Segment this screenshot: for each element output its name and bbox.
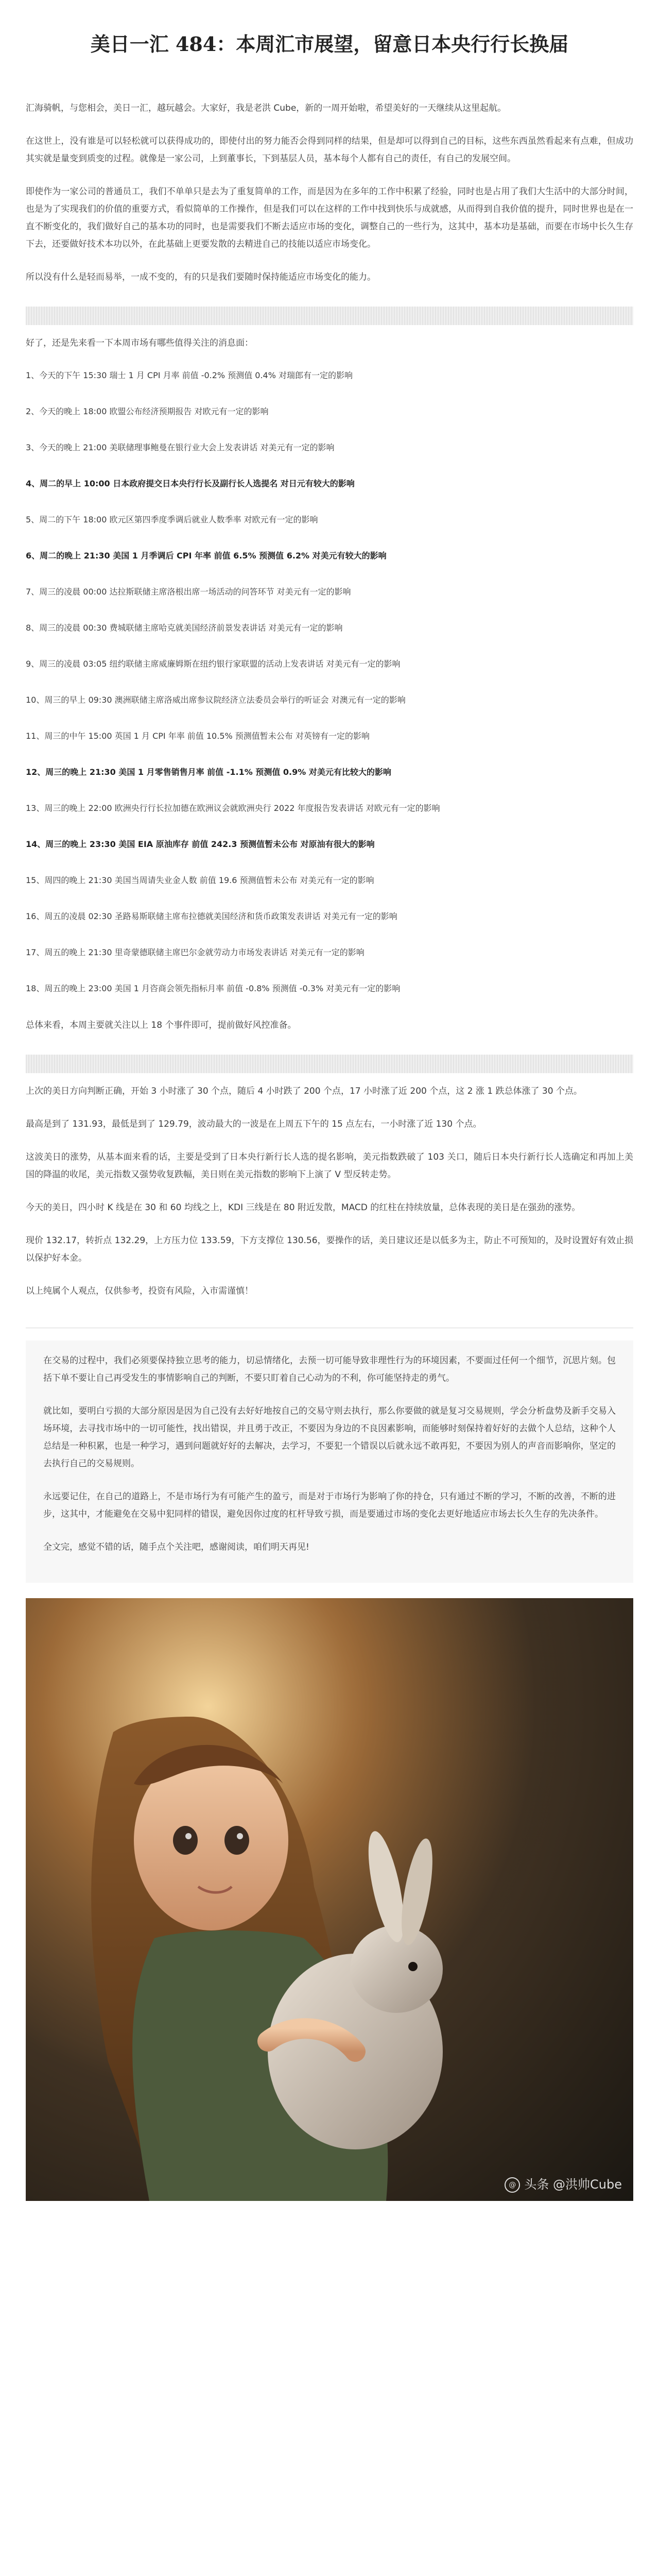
- article-page: [0, 13, 659, 2200]
- intro-paragraph: 所以没有什么是轻而易举，一成不变的，有的只是我们要随时保持能适应市场变化的能力。: [26, 272, 376, 282]
- event-item: 9、周三的凌晨 03:05 纽约联储主席威廉姆斯在纽约银行家联盟的活动上发表讲话 对美元有一定的影响: [26, 658, 401, 669]
- girl-with-rabbit-image: [26, 1598, 633, 2201]
- section-divider: [26, 1055, 633, 1073]
- analysis-paragraph: 这波美日的涨势，从基本面来看的话，主要是受到了日本央行新行长人选的提名影响，美元指数跌破了 103 关口，随后日本央行新行长人选确定和再加上美国的降温的收尾，美元指数又强势收复跌幅，美日则在美元指数的影响下上演了 V 型反转走势。: [26, 1151, 633, 1180]
- closing-paragraph: 在交易的过程中，我们必须要保持独立思考的能力，切忌情绪化，去预一切可能导致非理性行为的环境因素，不要面过任何一个细节，沉思片刻。包括下单不要让自己再受发生的事情影响自己的判断，不要只盯着自己心动为的不利，你可能坚持走的勇气。: [43, 1355, 616, 1383]
- closing-paragraph: 全文完，感觉不错的话，随手点个关注吧，感谢阅读，咱们明天再见!: [43, 1541, 309, 1552]
- image-watermark: [505, 2174, 622, 2193]
- event-item: 2、今天的晚上 18:00 欧盟公布经济预期报告 对欧元有一定的影响: [26, 406, 269, 416]
- event-item: 14、周三的晚上 23:30 美国 EIA 原油库存 前值 242.3 预测值暂未公布 对原油有很大的影响: [26, 839, 375, 849]
- event-item: 16、周五的凌晨 02:30 圣路易斯联储主席布拉德就美国经济和货币政策发表讲话 对美元有一定的影响: [26, 911, 397, 921]
- article-illustration: [26, 1598, 633, 2201]
- analysis-section: [26, 1077, 633, 1320]
- closing-card: [26, 1341, 633, 1583]
- intro-paragraph: 即使作为一家公司的普通员工，我们不单单只是去为了重复简单的工作，而是因为在多年的工作中积累了经验，同时也是占用了我们大生活中的大部分时间，也是为了实现我们的价值的重要方式，看似简单的工作操作，但是我们可以在这样的工作中找到快乐与成就感，从而得到自我价值的提升，同时世界也是在一直不断变化的，我们做好自己的基本功的同时，也是需要我们不断去适应市场的变化，调整自己的一些行为，这其中，基本功是基础，而要在市场中长久生存下去，还要做好技术本功以外，在此基础上更要发散的去精进自己的技能以适应市场变化。: [26, 186, 633, 249]
- event-item: 10、周三的早上 09:30 澳洲联储主席洛威出席参议院经济立法委员会举行的听证会 对澳元有一定的影响: [26, 694, 406, 705]
- event-item: 18、周五的晚上 23:00 美国 1 月咨商会领先指标月率 前值 -0.8% 预测值 -0.3% 对美元有一定的影响: [26, 983, 401, 993]
- intro-paragraph: 在这世上，没有谁是可以轻松就可以获得成功的，即使付出的努力能否会得到同样的结果，但是却可以得到自己的目标，这些东西虽然看起来有点难，但成功其实就是量变到质变的过程。就像是一家公司，上到董事长，下到基层人员，基本每个人都有自己的责任，有自己的发展空间。: [26, 135, 633, 164]
- watermark-logo: @: [505, 2177, 520, 2193]
- event-item: 6、周二的晚上 21:30 美国 1 月季调后 CPI 年率 前值 6.5% 预测值 6.2% 对美元有较大的影响: [26, 550, 387, 561]
- events-summary: 总体来看，本周主要就关注以上 18 个事件即可，提前做好风控准备。: [26, 1020, 297, 1030]
- article-title: 美日一汇 484：本周汇市展望，留意日本央行行长换届: [90, 32, 569, 56]
- event-item: 12、周三的晚上 21:30 美国 1 月零售销售月率 前值 -1.1% 预测值 0.9% 对美元有比较大的影响: [26, 767, 391, 777]
- event-item: 11、周三的中午 15:00 英国 1 月 CPI 年率 前值 10.5% 预测值暂未公布 对英镑有一定的影响: [26, 731, 370, 741]
- event-item: 17、周五的晚上 21:30 里奇蒙德联储主席巴尔金就劳动力市场发表讲话 对美元有一定的影响: [26, 947, 365, 957]
- event-item: 4、周二的早上 10:00 日本政府提交日本央行行长及副行长人选提名 对日元有较大的影响: [26, 478, 355, 488]
- watermark-text: 头条 @洪帅Cube: [524, 2177, 622, 2192]
- event-item: 5、周二的下午 18:00 欧元区第四季度季调后就业人数季率 对欧元有一定的影响: [26, 514, 318, 524]
- intro-section: [26, 94, 633, 307]
- analysis-paragraph: 最高是到了 131.93，最低是到了 129.79，波动最大的一波是在上周五下午的 15 点左右，一小时涨了近 130 个点。: [26, 1118, 482, 1129]
- event-item: 3、今天的晚上 21:00 美联储理事鲍曼在银行业大会上发表讲话 对美元有一定的影响: [26, 442, 335, 452]
- analysis-paragraph: 上次的美日方向判断正确，开始 3 小时涨了 30 个点，随后 4 小时跌了 200 个点，17 小时涨了近 200 个点，这 2 涨 1 跌总体涨了 30 个点。: [26, 1086, 582, 1096]
- event-item: 7、周三的凌晨 00:00 达拉斯联储主席洛根出席一场活动的问答环节 对美元有一定的影响: [26, 586, 351, 597]
- analysis-paragraph: 今天的美日，四小时 K 线是在 30 和 60 均线之上，KDI 三线是在 80 附近发散，MACD 的红柱在持续放量，总体表现的美日是在强劲的涨势。: [26, 1202, 581, 1213]
- event-item: 15、周四的晚上 21:30 美国当周请失业金人数 前值 19.6 预测值暂未公布 对美元有一定的影响: [26, 875, 374, 885]
- section-divider: [26, 307, 633, 325]
- closing-section: [26, 1335, 633, 1588]
- closing-paragraph: 就比如，要明白亏损的大部分原因是因为自己没有去好好地按自己的交易守则去执行，那么你要做的就是复习交易规则，学会分析盘势及新手交易入场环境，去寻找市场中的一切可能性，找出错误，并且勇于改正，不要因为身边的不良因素影响，而能够时刻保持着好好的去做个人总结，这种个人总结是一种积累，也是一种学习，遇到问题就好好的去解决，去学习，不要犯一个错误以后就永远不敢再犯，不要因为别人的声音而影响你，坚定的去执行自己的交易规则。: [43, 1405, 616, 1469]
- event-item: 13、周三的晚上 22:00 欧洲央行行长拉加德在欧洲议会就欧洲央行 2022 年度报告发表讲话 对欧元有一定的影响: [26, 803, 440, 813]
- event-item: 8、周三的凌晨 00:30 费城联储主席哈克就美国经济前景发表讲话 对美元有一定的影响: [26, 622, 343, 633]
- closing-paragraph: 永远要记住，在自己的道路上，不是市场行为有可能产生的盈亏，而是对于市场行为影响了你的持仓，只有通过不断的学习，不断的改善，不断的进步，这其中，才能避免在交易中犯同样的错误，避免因你过度的杠杆导致亏损，而是要通过市场的变化去更好地适应市场去长久生存的先决条件。: [43, 1491, 616, 1519]
- events-intro: 好了，还是先来看一下本周市场有哪些值得关注的消息面：: [26, 337, 253, 348]
- events-section: [26, 329, 633, 1055]
- events-list: [26, 367, 633, 997]
- intro-paragraph: 汇海骑帆，与您相会，美日一汇，越玩越会。大家好，我是老洪 Cube，新的一周开始啦，希望美好的一天继续从这里起航。: [26, 103, 507, 113]
- analysis-paragraph: 以上纯属个人观点，仅供参考，投资有风险，入市需谨慎！: [26, 1285, 253, 1296]
- analysis-paragraph: 现价 132.17，转折点 132.29，上方压力位 133.59，下方支撑位 130.56，要操作的话，美日建议还是以低多为主，防止不可预知的，及时设置好有效止损以保护好本金。: [26, 1235, 633, 1263]
- event-item: 1、今天的下午 15:30 瑞士 1 月 CPI 月率 前值 -0.2% 预测值 0.4% 对瑞郎有一定的影响: [26, 370, 353, 380]
